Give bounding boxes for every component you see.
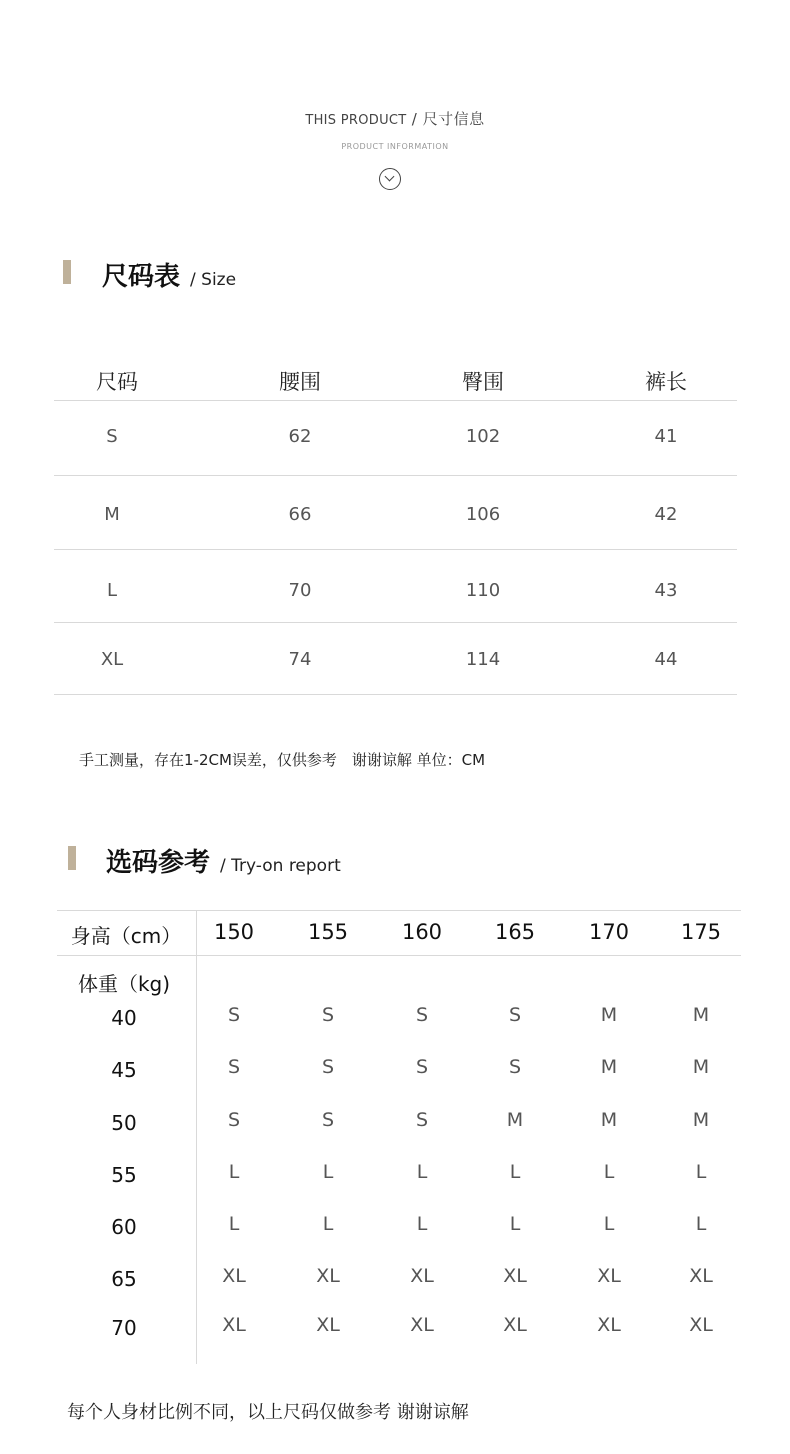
height-value: 165	[494, 920, 536, 944]
size-table-header: 腰围	[279, 370, 321, 394]
height-value: 160	[401, 920, 443, 944]
table-divider	[54, 475, 737, 476]
weight-label: 体重（kg)	[77, 972, 171, 996]
size-recommendation: M	[692, 1109, 710, 1131]
size-table-cell: 66	[288, 504, 312, 525]
size-recommendation: L	[603, 1213, 615, 1235]
size-recommendation: M	[506, 1109, 524, 1131]
size-table-cell: 41	[654, 426, 678, 447]
size-table-cell: 114	[465, 649, 501, 670]
tryon-vertical-divider	[196, 910, 197, 1364]
header-title-cn: 尺寸信息	[422, 110, 485, 128]
chevron-down-circle-icon	[379, 168, 401, 190]
header-title-separator: /	[411, 110, 418, 128]
weight-value: 50	[111, 1111, 137, 1135]
size-recommendation: S	[321, 1056, 335, 1078]
size-recommendation: L	[416, 1213, 428, 1235]
size-recommendation: S	[415, 1056, 429, 1078]
size-recommendation: S	[508, 1056, 522, 1078]
size-table-cell: S	[106, 426, 118, 447]
height-value: 175	[680, 920, 722, 944]
size-table-cell: M	[104, 504, 120, 525]
size-recommendation: XL	[597, 1314, 621, 1336]
size-recommendation: XL	[597, 1265, 621, 1287]
size-recommendation: M	[692, 1004, 710, 1026]
header-subtitle: PRODUCT INFORMATION	[341, 142, 449, 151]
size-recommendation: XL	[410, 1314, 434, 1336]
tryon-header-divider	[57, 955, 741, 956]
size-section-accent-bar	[63, 260, 71, 284]
size-recommendation: XL	[503, 1314, 527, 1336]
size-table-cell: 102	[465, 426, 501, 447]
size-table-cell: XL	[100, 649, 124, 670]
size-recommendation: L	[695, 1213, 707, 1235]
table-divider	[54, 549, 737, 550]
size-table-cell: 70	[288, 580, 312, 601]
tryon-top-divider	[57, 910, 741, 911]
weight-value: 70	[111, 1316, 137, 1340]
size-recommendation: L	[509, 1161, 521, 1183]
tryon-section-title	[106, 842, 341, 879]
size-table-cell: 62	[288, 426, 312, 447]
height-value: 155	[307, 920, 349, 944]
height-value: 170	[588, 920, 630, 944]
size-recommendation: M	[692, 1056, 710, 1078]
size-recommendation: L	[416, 1161, 428, 1183]
size-recommendation: L	[695, 1161, 707, 1183]
weight-value: 55	[111, 1163, 137, 1187]
size-recommendation: L	[509, 1213, 521, 1235]
size-recommendation: M	[600, 1004, 618, 1026]
size-table-cell: 74	[288, 649, 312, 670]
size-recommendation: XL	[689, 1314, 713, 1336]
table-divider	[54, 400, 737, 401]
weight-value: 60	[111, 1215, 137, 1239]
header-title-en: THIS PRODUCT	[305, 113, 407, 128]
tryon-note: 每个人身材比例不同，以上尺码仅做参考 谢谢谅解	[67, 1402, 469, 1423]
size-recommendation: S	[415, 1004, 429, 1026]
size-table-cell: 106	[465, 504, 501, 525]
weight-value: 40	[111, 1006, 137, 1030]
page-header-title	[0, 108, 790, 129]
height-label: 身高（cm）	[70, 924, 182, 948]
size-recommendation: XL	[410, 1265, 434, 1287]
size-recommendation: S	[227, 1056, 241, 1078]
size-table-cell: 43	[654, 580, 678, 601]
height-value: 150	[213, 920, 255, 944]
size-recommendation: L	[322, 1213, 334, 1235]
size-recommendation: XL	[316, 1314, 340, 1336]
size-recommendation: L	[228, 1161, 240, 1183]
size-recommendation: XL	[689, 1265, 713, 1287]
size-recommendation: S	[321, 1004, 335, 1026]
tryon-section-title-en: / Try-on report	[220, 856, 341, 876]
size-recommendation: L	[228, 1213, 240, 1235]
size-recommendation: XL	[316, 1265, 340, 1287]
table-divider	[54, 694, 737, 695]
tryon-section-accent-bar	[68, 846, 76, 870]
weight-value: 45	[111, 1058, 137, 1082]
tryon-section-title-cn: 选码参考	[106, 848, 211, 878]
size-table-header: 臀围	[462, 370, 504, 394]
size-table-cell: 110	[465, 580, 501, 601]
size-recommendation: XL	[222, 1265, 246, 1287]
size-recommendation: M	[600, 1109, 618, 1131]
size-table-cell: L	[106, 580, 118, 601]
size-table-cell: 42	[654, 504, 678, 525]
size-table-header: 尺码	[96, 370, 138, 394]
size-recommendation: M	[600, 1056, 618, 1078]
size-recommendation: S	[321, 1109, 335, 1131]
size-table-cell: 44	[654, 649, 678, 670]
size-recommendation: S	[508, 1004, 522, 1026]
size-section-title-cn: 尺码表	[102, 262, 181, 292]
table-divider	[54, 622, 737, 623]
size-section-title-en: / Size	[190, 270, 237, 290]
weight-value: 65	[111, 1267, 137, 1291]
size-recommendation: S	[227, 1109, 241, 1131]
size-recommendation: L	[603, 1161, 615, 1183]
size-section-title	[102, 256, 236, 293]
size-recommendation: XL	[503, 1265, 527, 1287]
size-table-header: 裤长	[645, 370, 687, 394]
size-recommendation: S	[415, 1109, 429, 1131]
size-recommendation: S	[227, 1004, 241, 1026]
size-recommendation: L	[322, 1161, 334, 1183]
size-recommendation: XL	[222, 1314, 246, 1336]
size-note: 手工测量，存在1-2CM误差，仅供参考 谢谢谅解 单位：CM	[79, 751, 486, 769]
